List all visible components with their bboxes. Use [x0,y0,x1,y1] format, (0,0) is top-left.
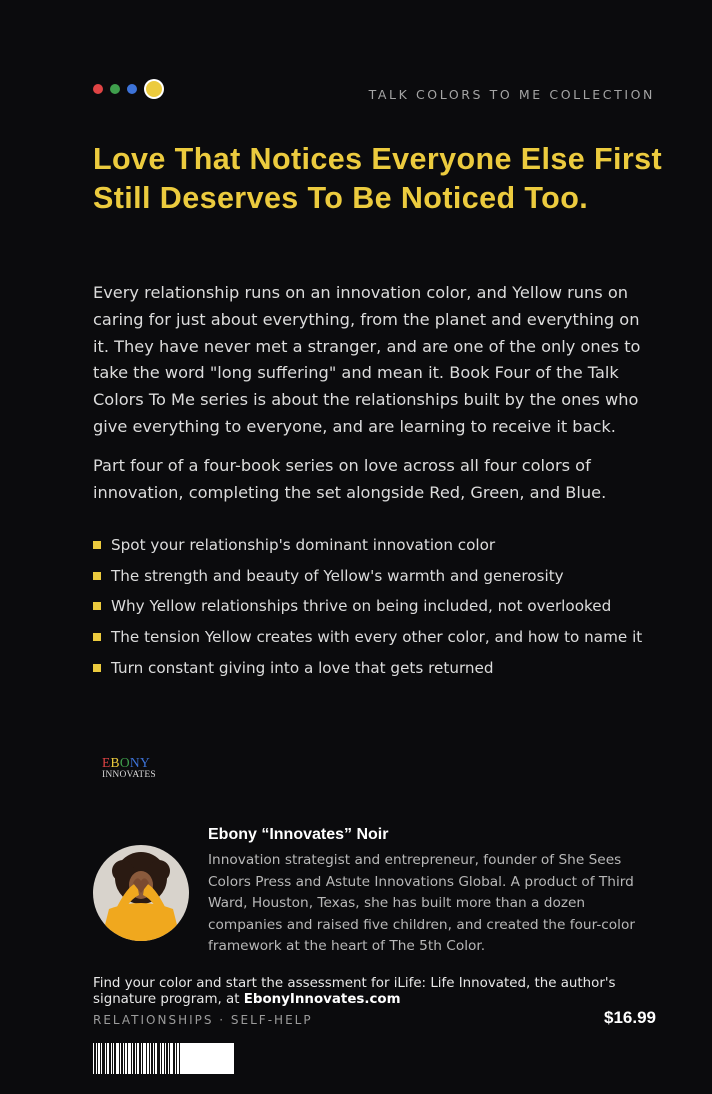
green-dot [110,84,120,94]
author-name: Ebony “Innovates” Noir [208,826,389,843]
list-item [93,622,663,653]
headline: Love That Notices Everyone Else First Still Deserves To Be Noticed Too. [93,142,663,215]
blue-dot [127,84,137,94]
list-item-text: The strength and beauty of Yellow's warmth and generosity [111,566,564,585]
feature-list [93,530,663,683]
list-item [93,561,663,592]
website-link[interactable]: EbonyInnovates.com [243,991,401,1007]
barcode [93,1043,234,1074]
author-bio: Innovation strategist and entrepreneur, founder of She Sees Colors Press and Astute Innovations Global. A product of Third Ward, Houston, Texas, she has built more than a dozen companies and raised five children, and created the four-color framework at the heart of The 5th Color. [208,852,635,955]
list-item [93,591,663,622]
list-item [93,530,663,561]
call-to-action [93,976,653,1007]
list-item-text: Turn constant giving into a love that gets returned [111,658,494,677]
collection-label: TALK COLORS TO ME COLLECTION [368,87,655,102]
square-bullet-icon [93,664,101,672]
red-dot [93,84,103,94]
list-item-text: The tension Yellow creates with every other color, and how to name it [111,628,643,647]
yellow-dot-selected [146,81,162,97]
square-bullet-icon [93,572,101,580]
list-item-text: Spot your relationship's dominant innovation color [111,536,496,555]
description-paragraph-1: Every relationship runs on an innovation color, and Yellow runs on caring for just about everything, from the planet and everything on it. They have never met a stranger, and are one of the only ones to take the word "long suffering" and mean it. Book Four of the Talk Colors To Me series is about the relationships built by the ones who give everything to everyone, and are learning to receive it back. [93,283,641,436]
cta-text: Find your color and start the assessment for iLife: Life Innovated, the author's signature program, at [93,976,616,1007]
square-bullet-icon [93,541,101,549]
list-item-text: Why Yellow relationships thrive on being included, not overlooked [111,597,612,616]
author-avatar [93,845,189,941]
category-label: RELATIONSHIPS · SELF-HELP [93,1013,313,1027]
color-dots [93,81,162,97]
description-paragraph-2: Part four of a four-book series on love across all four colors of innovation, completing the set alongside Red, Green, and Blue. [93,456,607,502]
publisher-logo-wordmark: EBONY [102,755,151,770]
square-bullet-icon [93,633,101,641]
list-item [93,652,663,683]
square-bullet-icon [93,602,101,610]
publisher-logo [102,756,156,780]
publisher-logo-subtitle: INNOVATES [102,769,156,780]
price-label: $16.99 [604,1008,656,1027]
